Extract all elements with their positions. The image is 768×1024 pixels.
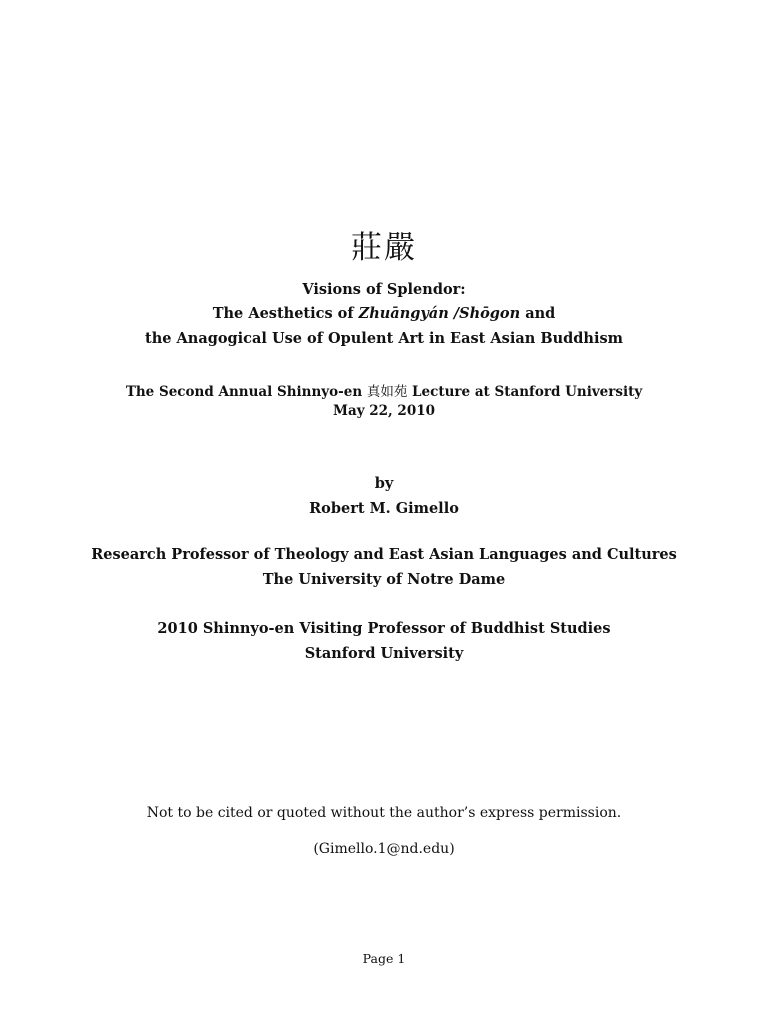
title-line-2-prefix: The Aesthetics of: [212, 305, 359, 322]
lecture-date: May 22, 2010: [333, 403, 435, 419]
by-label: by: [374, 475, 394, 492]
author-institution-2: Stanford University: [304, 645, 464, 662]
page-number: Page 1: [362, 951, 406, 966]
title-term: Zhuāngyán /Shōgon: [358, 305, 521, 322]
author-name: Robert M. Gimello: [309, 500, 459, 517]
author-position-1: Research Professor of Theology and East Asian Languages and Cultures: [91, 546, 677, 563]
citation-notice: Not to be cited or quoted without the author’s express permission.: [146, 805, 622, 821]
title-line-1: Visions of Splendor:: [302, 281, 466, 298]
cjk-title: 莊嚴: [351, 230, 417, 266]
lecture-line: [0, 380, 768, 400]
author-email: (Gimello.1@nd.edu): [313, 841, 455, 857]
lecture-prefix: The Second Annual Shinnyo-en: [125, 384, 367, 400]
title-line-2-suffix: and: [520, 305, 556, 322]
title-line-2: [0, 305, 768, 322]
author-institution-1: The University of Notre Dame: [262, 571, 506, 588]
lecture-suffix: Lecture at Stanford University: [407, 384, 643, 400]
lecture-cjk: 真如苑: [366, 384, 408, 400]
title-line-3: the Anagogical Use of Opulent Art in East Asian Buddhism: [145, 330, 623, 347]
author-position-2: 2010 Shinnyo-en Visiting Professor of Buddhist Studies: [157, 620, 611, 637]
